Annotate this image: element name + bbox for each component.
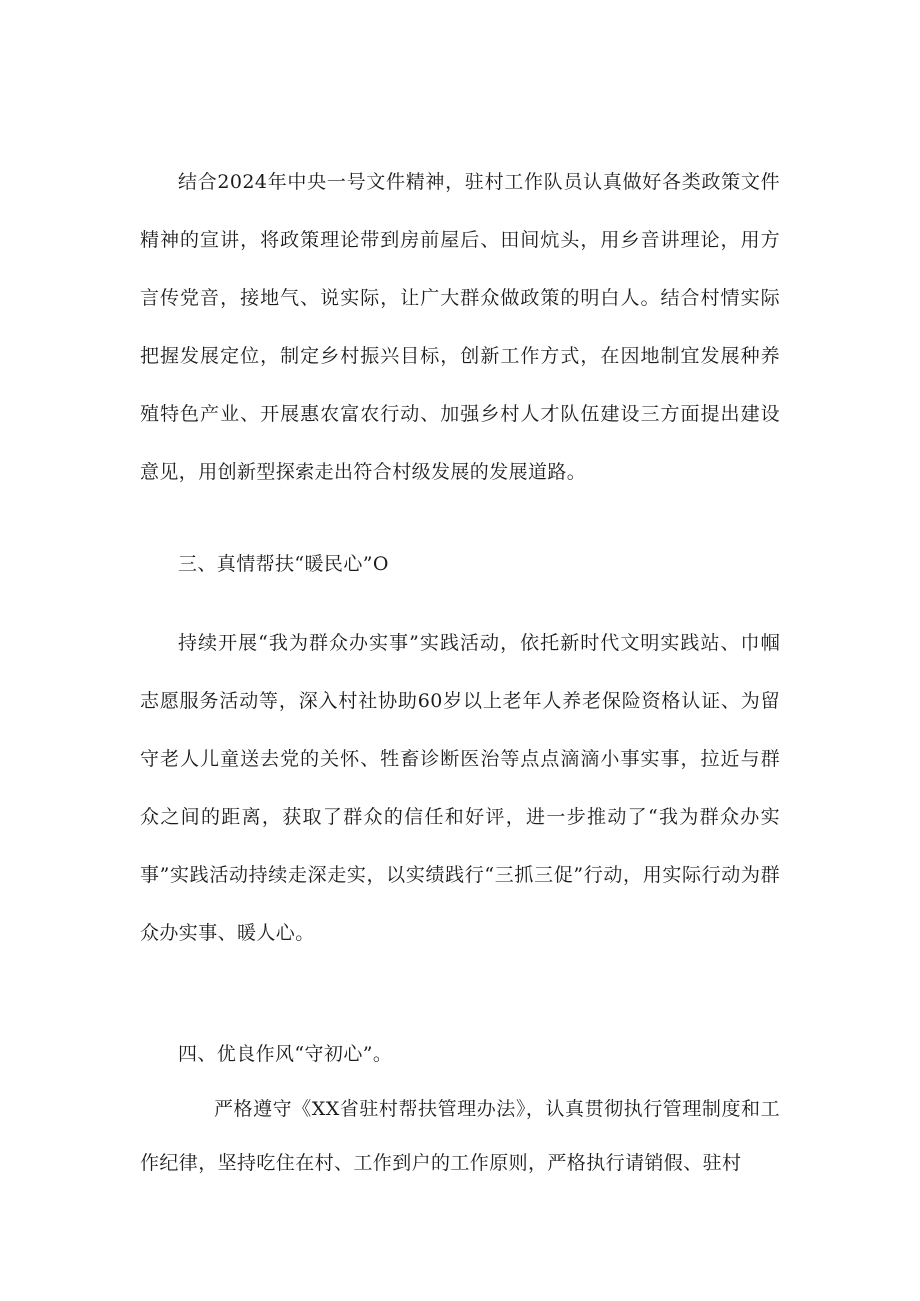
section-heading: 四、优良作风“守初心”。 — [178, 1043, 393, 1065]
body-paragraph: 结合2024年中央一号文件精神，驻村工作队员认真做好各类政策文件精神的宣讲，将政策理论带到房前屋后、田间炕头，用乡音讲理论，用方言传党音，接地气、说实际，让广大群众做政策的明白人。结合村情实际把握发展定位，制定乡村振兴目标，创新工作方式，在因地制宜发展种养殖特色产业、开展惠农富农行动、加强乡村人才队伍建设三方面提出建设意见，用创新型探索走出符合村级发展的发展道路。 — [140, 171, 780, 483]
body-paragraph: 严格遵守《XX省驻村帮扶管理办法》，认真贯彻执行管理制度和工作纪律，坚持吃住在村、工作到户的工作原则，严格执行请销假、驻村 — [140, 1098, 780, 1174]
section-heading: 三、真情帮扶“暖民心”O — [178, 553, 389, 575]
body-paragraph: 持续开展“我为群众办实事”实践活动，依托新时代文明实践站、巾帼志愿服务活动等，深入村社协助60岁以上老年人养老保险资格认证、为留守老人儿童送去党的关怀、牲畜诊断医治等点点滴滴小事实事，拉近与群众之间的距离，获取了群众的信任和好评，进一步推动了“我为群众办实事”实践活动持续走深走实，以实绩践行“三抓三促”行动，用实际行动为群众办实事、暖人心。 — [140, 632, 780, 944]
